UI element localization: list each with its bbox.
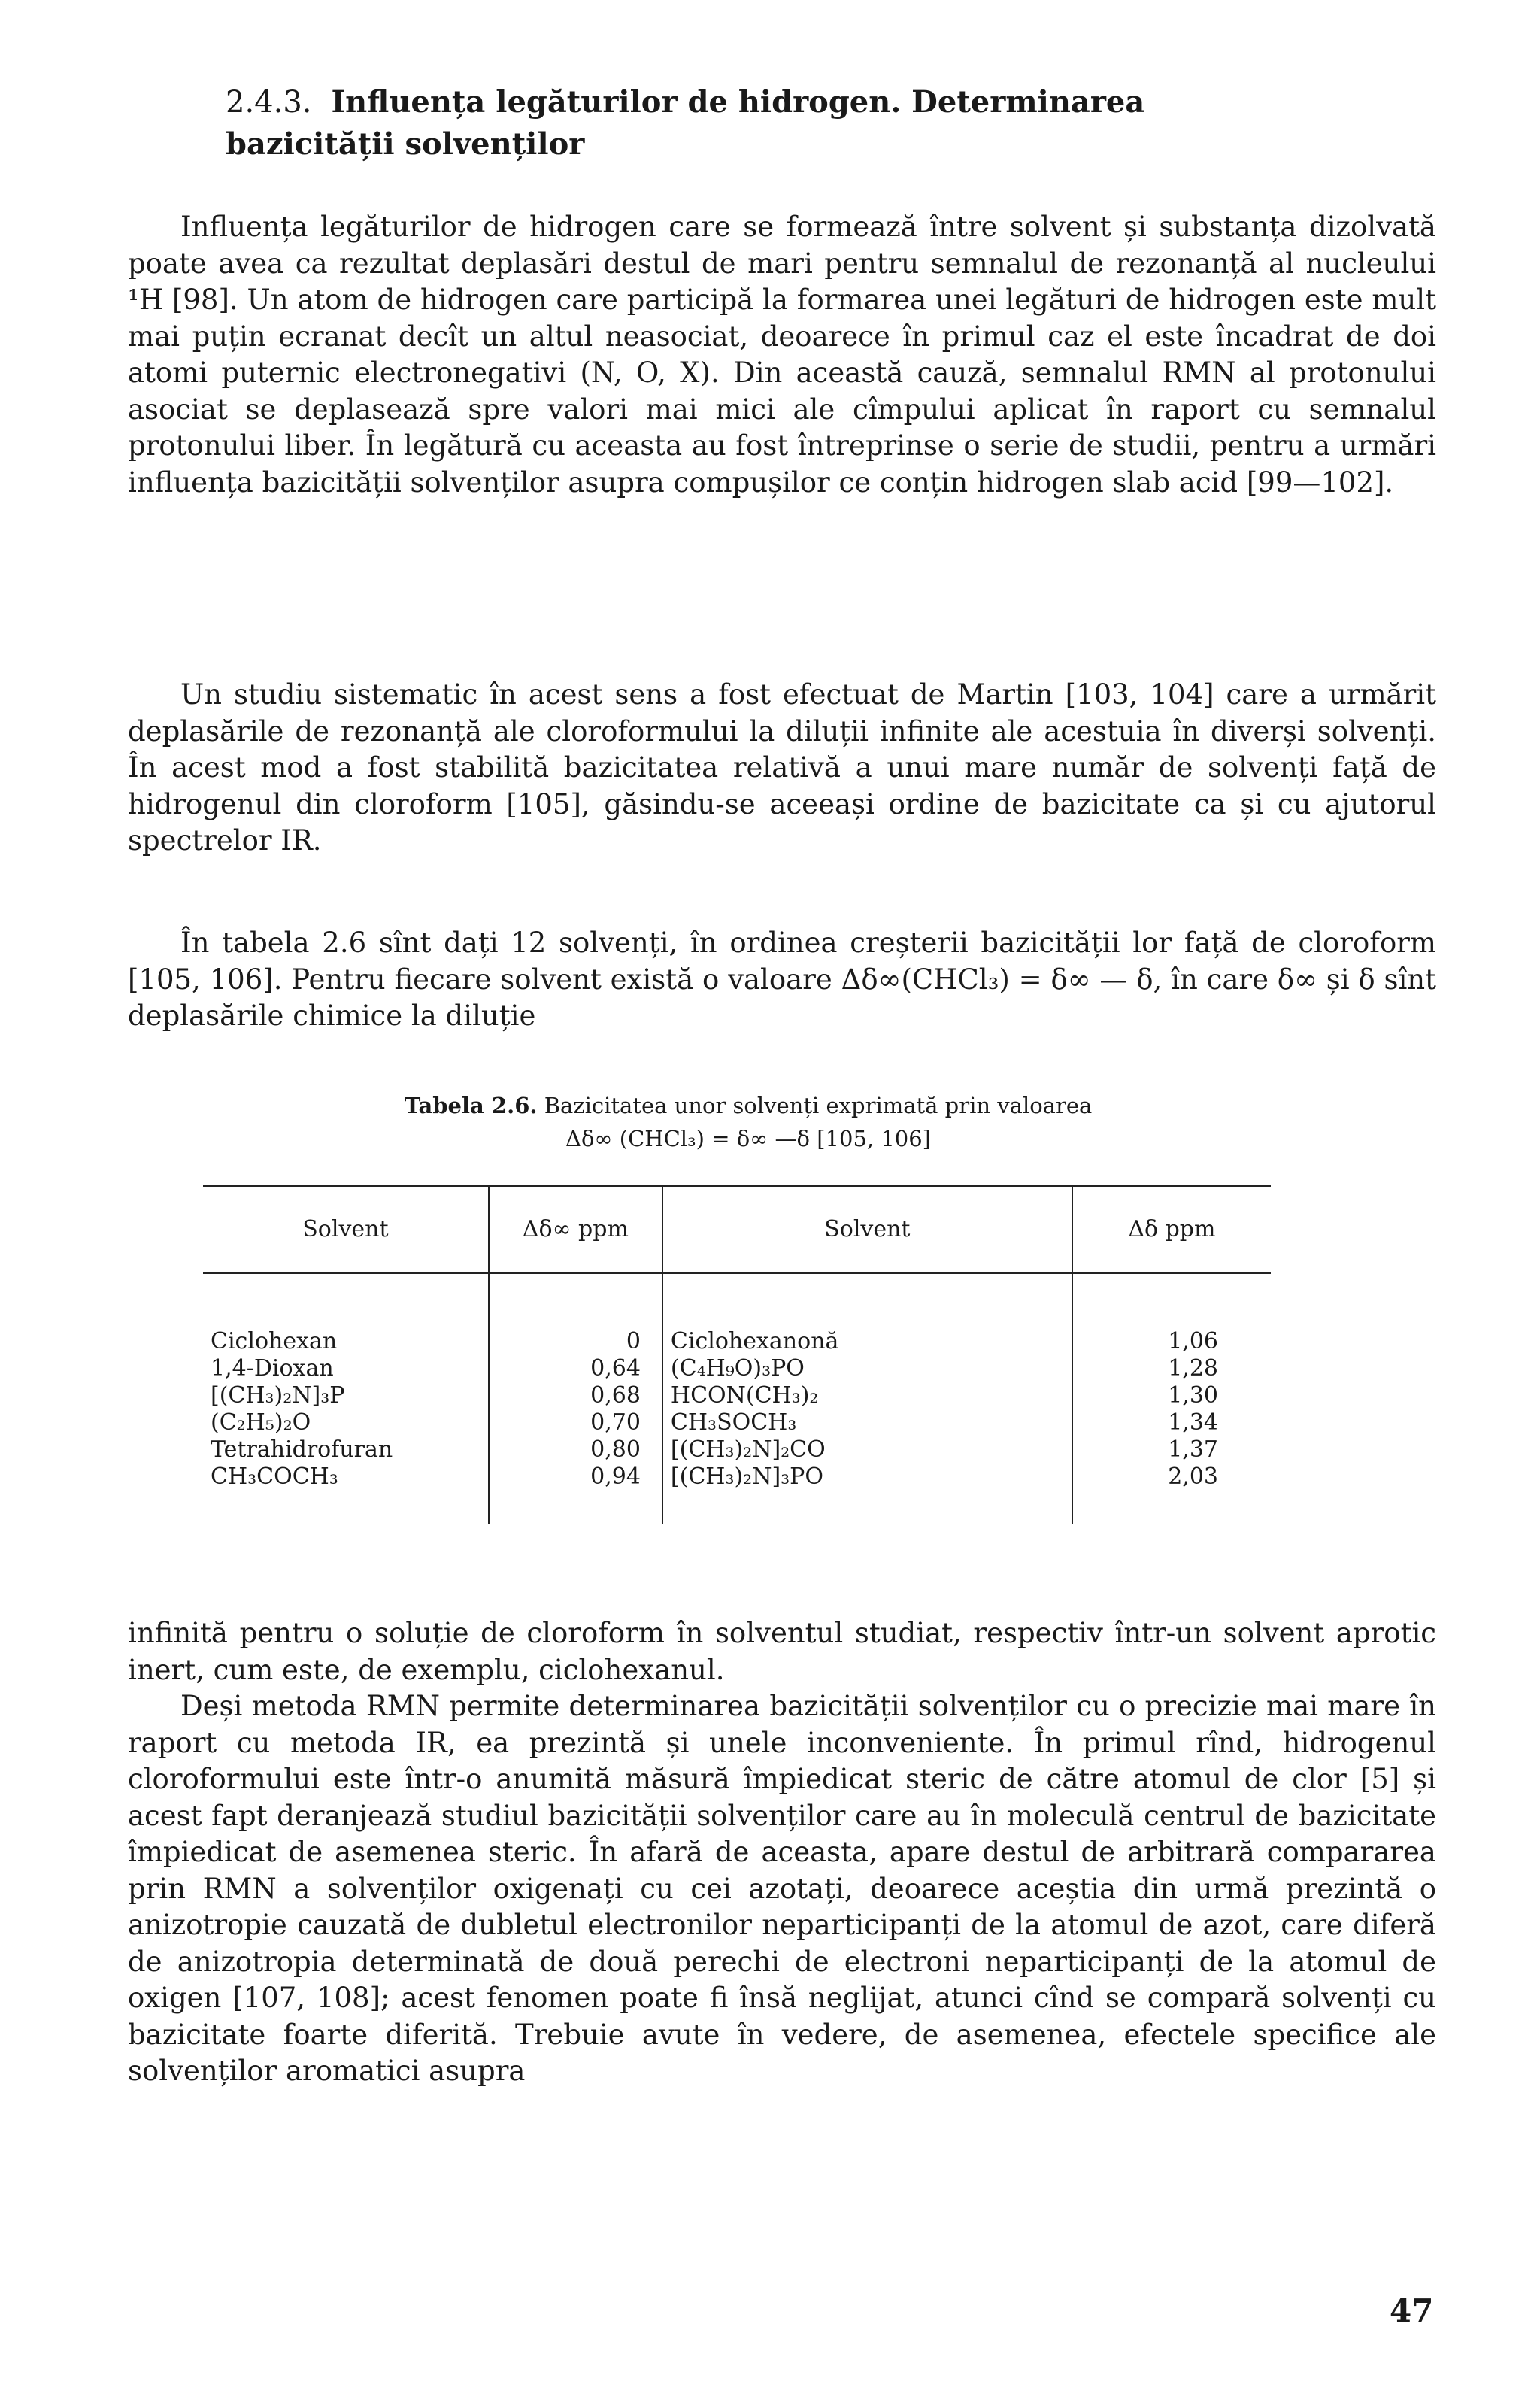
basicity-table [203,1185,1271,1561]
cell-value: 1,34 [1072,1409,1271,1436]
table-row [203,1436,1271,1463]
cell-value: 1,30 [1072,1382,1271,1409]
cell-value: 0,70 [489,1409,662,1436]
cell-solvent: Ciclohexan [211,1328,338,1354]
cell-value: 0,80 [489,1436,662,1463]
cell-value: 1,37 [1072,1436,1271,1463]
table-row [203,1463,1271,1524]
cell-solvent: (C₄H₉O)₃PO [670,1355,805,1382]
section-title-line1: Influența legăturilor de hidrogen. Determinarea [331,84,1145,120]
header-solvent-2: Solvent [662,1186,1072,1273]
cell-value: 0,64 [489,1355,662,1382]
cell-solvent: [(CH₃)₂N]₃P [211,1382,345,1409]
page-number: 47 [1390,2292,1434,2329]
table-caption-label: Tabela 2.6. [404,1093,538,1118]
cell-solvent: 1,4-Dioxan [211,1355,334,1382]
cell-solvent: CH₃COCH₃ [211,1463,338,1490]
table-caption [256,1089,1241,1155]
table-row [203,1382,1271,1409]
cell-solvent: HCON(CH₃)₂ [670,1382,819,1409]
section-heading [226,81,1444,165]
table-row [203,1273,1271,1355]
cell-value: 0 [489,1273,662,1355]
cell-value: 1,06 [1072,1273,1271,1355]
cell-solvent: [(CH₃)₂N]₃PO [670,1463,823,1490]
cell-value: 1,28 [1072,1355,1271,1382]
cell-solvent: CH₃SOCH₃ [670,1409,797,1436]
cell-value: 2,03 [1072,1463,1271,1524]
section-number: 2.4.3. [226,85,312,120]
paragraph-3: În tabela 2.6 sînt dați 12 solvenți, în ordinea creșterii bazicității lor față de cloroform [105, 106]. Pentru fiecare solvent există o valoare Δδ∞(CHCl₃) = δ∞ — δ, în care δ∞ și δ sînt deplasările chimice la diluție [128,927,1436,1032]
table-caption-text-1: Bazicitatea unor solvenți exprimată prin valoarea [544,1093,1093,1118]
cell-value: 0,94 [489,1463,662,1524]
paragraph-2: Un studiu sistematic în acest sens a fost efectuat de Martin [103, 104] care a urmărit deplasările de rezonanță ale cloroformului la diluții infinite ale acestuia în diverși solvenți. În acest mod a fost stabilită bazicitatea relativă a unui mare număr de solvenți față de hidrogenul din cloroform [105], găsindu-se aceeași ordine de bazicitate ca și cu ajutorul spectrelor IR. [128,678,1436,857]
header-delta-2: Δδ ppm [1072,1186,1271,1273]
paragraph-4: infinită pentru o soluție de cloroform în solventul studiat, respectiv într-un solvent aprotic inert, cum este, de exemplu, ciclohexanul. [128,1617,1436,1686]
cell-solvent: [(CH₃)₂N]₂CO [670,1436,826,1463]
table-row [203,1355,1271,1382]
cell-solvent: (C₂H₅)₂O [211,1409,311,1436]
table-row [203,1409,1271,1436]
table-header-row [203,1186,1271,1273]
header-solvent-1: Solvent [203,1186,489,1273]
cell-solvent: Ciclohexanonă [670,1328,839,1354]
paragraph-5: Deși metoda RMN permite determinarea bazicității solvenților cu o precizie mai mare în raport cu metoda IR, ea prezintă și unele inconveniente. În primul rînd, hidrogenul cloroformului este într-o anumită măsură împiedicat steric de către atomul de clor [5] și acest fapt deranjează studiul bazicității solvenților care au în moleculă centrul de bazicitate împiedicat de asemenea steric. În afară de aceasta, apare destul de arbitrară compararea prin RMN a solvenților oxigenați cu cei azotați, deoarece aceștia din urmă prezintă o anizotropie cauzată de dubletul electronilor neparticipanți de la atomul de azot, care diferă de anizotropia determinată de două perechi de electroni neparticipanți de la atomul de oxigen [107, 108]; acest fenomen poate fi însă neglijat, atunci cînd se compară solvenți cu bazicitate foarte diferită. Trebuie avute în vedere, de asemenea, efectele specifice ale solvenților aromatici asupra [128,1690,1436,2087]
cell-value: 0,68 [489,1382,662,1409]
paragraph-1: Influența legăturilor de hidrogen care se formează între solvent și substanța dizolvată poate avea ca rezultat deplasări destul de mari pentru semnalul de rezonanță al nucleului ¹H [98]. Un atom de hidrogen care participă la formarea unei legături de hidrogen este mult mai puțin ecranat decît un altul neasociat, deoarece în primul caz el este încadrat de doi atomi puternic electronegativi (N, O, X). Din această cauză, semnalul RMN al protonului asociat se deplasează spre valori mai mici ale cîmpului aplicat în raport cu semnalul protonului liber. În legătură cu aceasta au fost întreprinse o serie de studii, pentru a urmări influența bazicității solvenților asupra compușilor ce conțin hidrogen slab acid [99—102]. [128,211,1436,499]
table-caption-text-2: Δδ∞ (CHCl₃) = δ∞ —δ [105, 106] [565,1126,931,1151]
cell-solvent: Tetrahidrofuran [211,1436,393,1463]
section-title-line2: bazicității solvenților [226,126,585,162]
header-delta-1: Δδ∞ ppm [489,1186,662,1273]
